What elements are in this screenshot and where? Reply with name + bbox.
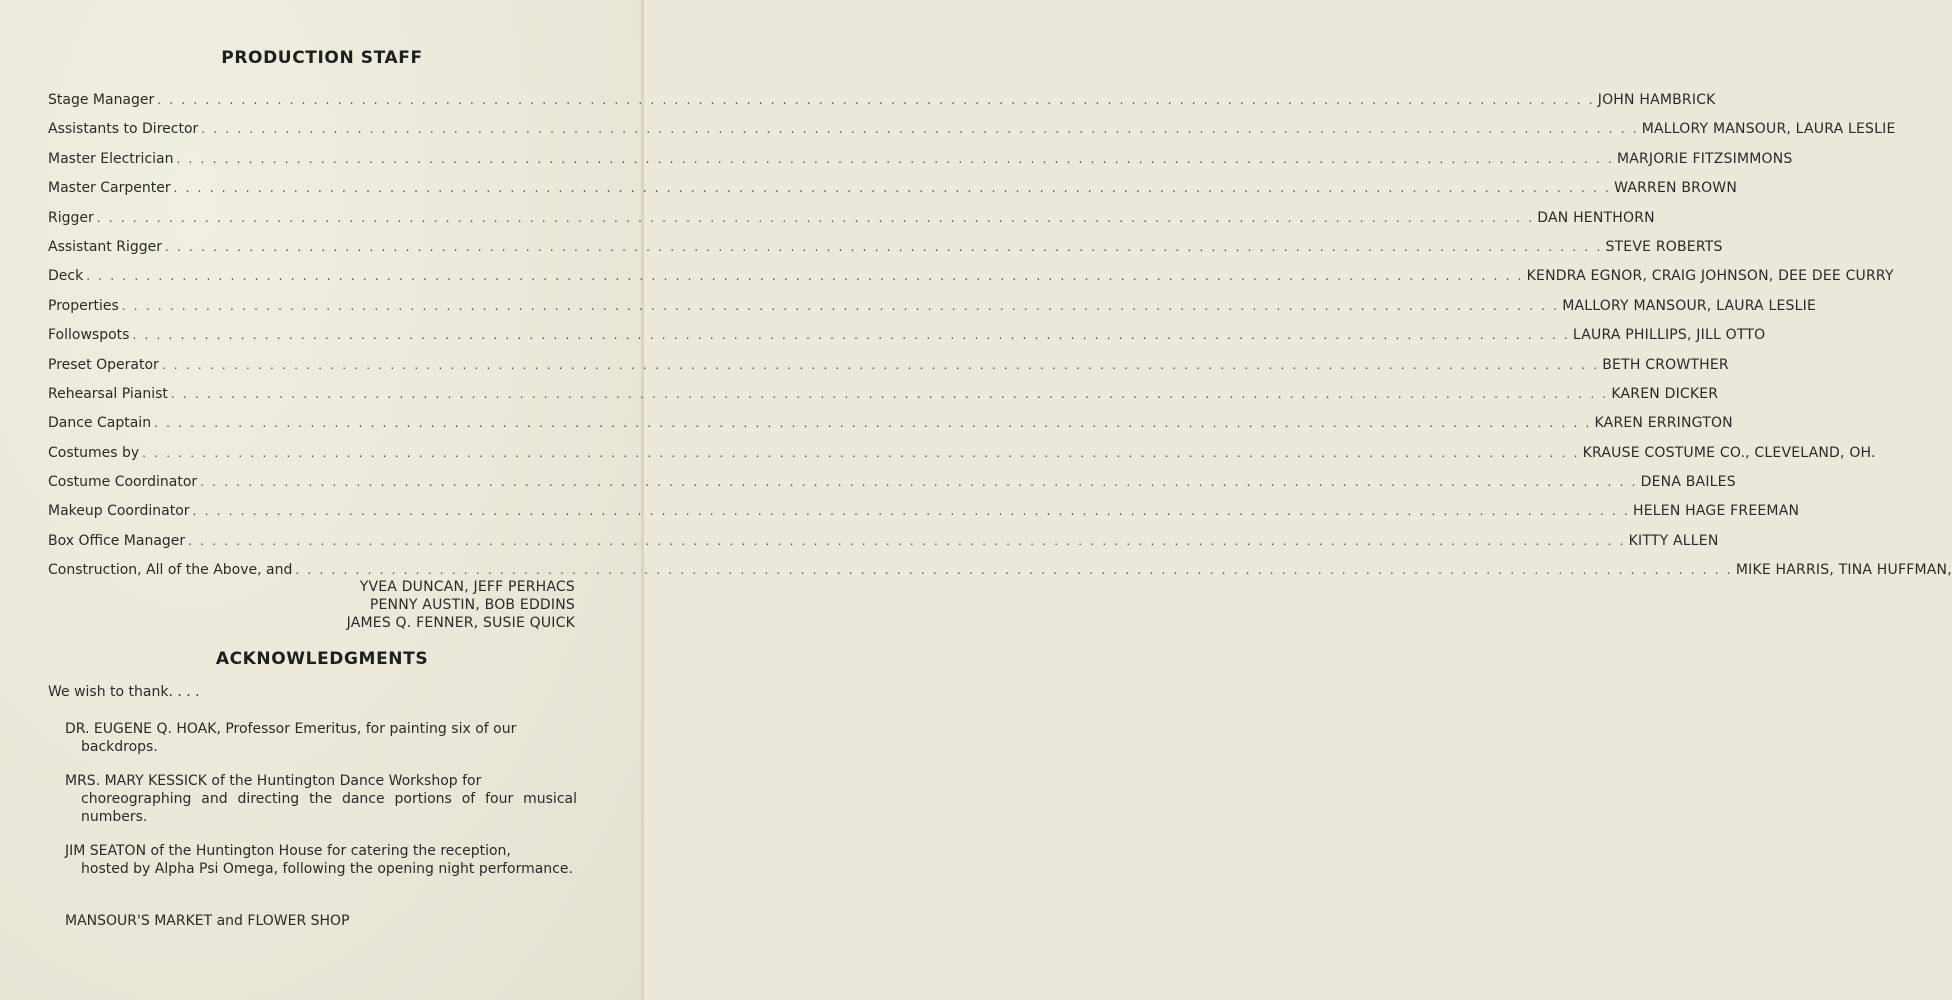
staff-role: Followspots xyxy=(48,327,130,344)
staff-role: Deck xyxy=(48,268,84,285)
staff-name: MIKE HARRIS, TINA HUFFMAN, xyxy=(1735,562,1952,579)
acknowledgment-first-line: MRS. MARY KESSICK of the Huntington Dance Workshop for xyxy=(65,773,482,789)
staff-name: MARJORIE FITZSIMMONS xyxy=(1616,150,1793,167)
staff-role: Dance Captain xyxy=(48,415,152,432)
dot-leader: . . . . . . . . . . . . . . . . . . . . . . . . . . . . . . . . . . . . . . . . . . . . . . . . . . . . . . . . . . . . . . . . . . . . . . . . . . . . . . . . . . . . . . . . . . . . . . . . . . . . . . . . . . . . . . . . . . . . . . . . xyxy=(121,298,1560,313)
staff-row xyxy=(48,266,1894,295)
acknowledgments-heading: ACKNOWLEDGMENTS xyxy=(215,649,429,669)
staff-row xyxy=(48,237,1723,266)
dot-leader: . . . . . . . . . . . . . . . . . . . . . . . . . . . . . . . . . . . . . . . . . . . . . . . . . . . . . . . . . . . . . . . . . . . . . . . . . . . . . . . . . . . . . . . . . . . . . . . . . . . . . . . . . . . . . . . . . . . . . . . . xyxy=(295,563,1733,578)
acknowledgment-continuation: choreographing and directing the dance portions of four musical numbers. xyxy=(81,791,577,825)
acknowledgment-item xyxy=(65,720,577,756)
dot-leader: . . . . . . . . . . . . . . . . . . . . . . . . . . . . . . . . . . . . . . . . . . . . . . . . . . . . . . . . . . . . . . . . . . . . . . . . . . . . . . . . . . . . . . . . . . . . . . . . . . . . . . . . . . . . . . . . . . . . . . . . xyxy=(132,328,1570,343)
staff-row xyxy=(48,443,1876,472)
staff-row xyxy=(48,149,1793,178)
staff-role: Rigger xyxy=(48,209,94,226)
dot-leader: . . . . . . . . . . . . . . . . . . . . . . . . . . . . . . . . . . . . . . . . . . . . . . . . . . . . . . . . . . . . . . . . . . . . . . . . . . . . . . . . . . . . . . . . . . . . . . . . . . . . . . . . . . . . . . . . . . . . . . . . xyxy=(96,210,1535,225)
acknowledgment-first-line: JIM SEATON of the Huntington House for catering the reception, xyxy=(65,843,511,859)
staff-name: HELEN HAGE FREEMAN xyxy=(1633,503,1800,520)
staff-row xyxy=(48,296,1816,325)
staff-name: JOHN HAMBRICK xyxy=(1597,92,1716,108)
staff-role: Assistants to Director xyxy=(48,121,199,138)
acknowledgment-continuation: backdrops. xyxy=(81,739,158,755)
acknowledgment-item xyxy=(65,842,577,878)
staff-role: Preset Operator xyxy=(48,356,159,373)
dot-leader: . . . . . . . . . . . . . . . . . . . . . . . . . . . . . . . . . . . . . . . . . . . . . . . . . . . . . . . . . . . . . . . . . . . . . . . . . . . . . . . . . . . . . . . . . . . . . . . . . . . . . . . . . . . . . . . . . . . . . . . . xyxy=(201,122,1639,137)
staff-role: Assistant Rigger xyxy=(48,238,162,255)
staff-row xyxy=(48,531,1719,560)
dot-leader: . . . . . . . . . . . . . . . . . . . . . . . . . . . . . . . . . . . . . . . . . . . . . . . . . . . . . . . . . . . . . . . . . . . . . . . . . . . . . . . . . . . . . . . . . . . . . . . . . . . . . . . . . . . . . . . . . . . . . . . . xyxy=(86,269,1524,284)
staff-role: Construction, All of the Above, and xyxy=(48,562,293,579)
staff-role: Stage Manager xyxy=(48,92,155,108)
acknowledgment-first-line: MANSOUR'S MARKET and FLOWER SHOP xyxy=(65,913,350,929)
staff-role: Makeup Coordinator xyxy=(48,503,190,520)
construction-name-line: JAMES Q. FENNER, SUSIE QUICK xyxy=(346,615,575,631)
staff-name: KAREN DICKER xyxy=(1611,385,1719,402)
staff-name: LAURA PHILLIPS, JILL OTTO xyxy=(1572,327,1766,344)
acknowledgment-first-line: DR. EUGENE Q. HOAK, Professor Emeritus, for painting six of our xyxy=(65,721,517,737)
staff-row xyxy=(48,384,1719,413)
staff-row xyxy=(48,325,1766,354)
staff-row xyxy=(48,501,1800,530)
staff-role: Master Carpenter xyxy=(48,180,171,197)
staff-role: Costumes by xyxy=(48,444,140,461)
staff-row xyxy=(48,208,1655,237)
dot-leader: . . . . . . . . . . . . . . . . . . . . . . . . . . . . . . . . . . . . . . . . . . . . . . . . . . . . . . . . . . . . . . . . . . . . . . . . . . . . . . . . . . . . . . . . . . . . . . . . . . . . . . . . . . . . . . . . . . . . . . . . xyxy=(154,416,1592,431)
dot-leader: . . . . . . . . . . . . . . . . . . . . . . . . . . . . . . . . . . . . . . . . . . . . . . . . . . . . . . . . . . . . . . . . . . . . . . . . . . . . . . . . . . . . . . . . . . . . . . . . . . . . . . . . . . . . . . . . . . . . . . . . xyxy=(170,386,1609,401)
dot-leader: . . . . . . . . . . . . . . . . . . . . . . . . . . . . . . . . . . . . . . . . . . . . . . . . . . . . . . . . . . . . . . . . . . . . . . . . . . . . . . . . . . . . . . . . . . . . . . . . . . . . . . . . . . . . . . . . . . . . . . . . xyxy=(200,475,1638,490)
dot-leader: . . . . . . . . . . . . . . . . . . . . . . . . . . . . . . . . . . . . . . . . . . . . . . . . . . . . . . . . . . . . . . . . . . . . . . . . . . . . . . . . . . . . . . . . . . . . . . . . . . . . . . . . . . . . . . . . . . . . . . . . xyxy=(165,239,1603,254)
production-staff-list xyxy=(48,90,1952,590)
staff-name: DENA BAILES xyxy=(1640,474,1736,491)
acknowledgment-continuation: hosted by Alpha Psi Omega, following the opening night performance. xyxy=(81,861,573,877)
construction-name-line: YVEA DUNCAN, JEFF PERHACS xyxy=(359,579,575,595)
staff-role: Box Office Manager xyxy=(48,532,186,549)
staff-row xyxy=(48,413,1733,442)
staff-role: Properties xyxy=(48,297,119,314)
dot-leader: . . . . . . . . . . . . . . . . . . . . . . . . . . . . . . . . . . . . . . . . . . . . . . . . . . . . . . . . . . . . . . . . . . . . . . . . . . . . . . . . . . . . . . . . . . . . . . . . . . . . . . . . . . . . . . . . . . . . . . . . xyxy=(173,181,1612,196)
dot-leader: . . . . . . . . . . . . . . . . . . . . . . . . . . . . . . . . . . . . . . . . . . . . . . . . . . . . . . . . . . . . . . . . . . . . . . . . . . . . . . . . . . . . . . . . . . . . . . . . . . . . . . . . . . . . . . . . . . . . . . . . xyxy=(157,93,1595,107)
staff-name: STEVE ROBERTS xyxy=(1605,238,1723,255)
staff-name: WARREN BROWN xyxy=(1614,180,1738,197)
acknowledgments-intro: We wish to thank. . . . xyxy=(48,684,200,700)
acknowledgment-item xyxy=(65,772,577,826)
staff-name: MALLORY MANSOUR, LAURA LESLIE xyxy=(1641,121,1896,138)
dot-leader: . . . . . . . . . . . . . . . . . . . . . . . . . . . . . . . . . . . . . . . . . . . . . . . . . . . . . . . . . . . . . . . . . . . . . . . . . . . . . . . . . . . . . . . . . . . . . . . . . . . . . . . . . . . . . . . . . . . . . . . . xyxy=(176,151,1614,166)
dot-leader: . . . . . . . . . . . . . . . . . . . . . . . . . . . . . . . . . . . . . . . . . . . . . . . . . . . . . . . . . . . . . . . . . . . . . . . . . . . . . . . . . . . . . . . . . . . . . . . . . . . . . . . . . . . . . . . . . . . . . . . . xyxy=(142,445,1580,460)
staff-role: Rehearsal Pianist xyxy=(48,385,168,402)
staff-row xyxy=(48,119,1896,148)
staff-name: MALLORY MANSOUR, LAURA LESLIE xyxy=(1562,297,1816,314)
dot-leader: . . . . . . . . . . . . . . . . . . . . . . . . . . . . . . . . . . . . . . . . . . . . . . . . . . . . . . . . . . . . . . . . . . . . . . . . . . . . . . . . . . . . . . . . . . . . . . . . . . . . . . . . . . . . . . . . . . . . . . . . xyxy=(161,357,1600,372)
staff-row xyxy=(48,178,1738,207)
acknowledgment-item xyxy=(65,912,577,930)
dot-leader: . . . . . . . . . . . . . . . . . . . . . . . . . . . . . . . . . . . . . . . . . . . . . . . . . . . . . . . . . . . . . . . . . . . . . . . . . . . . . . . . . . . . . . . . . . . . . . . . . . . . . . . . . . . . . . . . . . . . . . . . xyxy=(188,533,1626,548)
dot-leader: . . . . . . . . . . . . . . . . . . . . . . . . . . . . . . . . . . . . . . . . . . . . . . . . . . . . . . . . . . . . . . . . . . . . . . . . . . . . . . . . . . . . . . . . . . . . . . . . . . . . . . . . . . . . . . . . . . . . . . . . xyxy=(192,504,1631,519)
staff-row xyxy=(48,472,1736,501)
construction-names-continued xyxy=(347,578,575,632)
production-staff-heading: PRODUCTION STAFF xyxy=(221,48,423,68)
staff-name: KENDRA EGNOR, CRAIG JOHNSON, DEE DEE CURRY xyxy=(1526,268,1894,285)
staff-name: BETH CROWTHER xyxy=(1602,356,1729,373)
staff-role: Costume Coordinator xyxy=(48,474,198,491)
staff-name: KRAUSE COSTUME CO., CLEVELAND, OH. xyxy=(1582,444,1876,461)
staff-name: KITTY ALLEN xyxy=(1628,532,1719,549)
staff-name: DAN HENTHORN xyxy=(1537,209,1655,226)
staff-row xyxy=(48,355,1729,384)
staff-row xyxy=(48,90,1716,119)
staff-name: KAREN ERRINGTON xyxy=(1594,415,1733,432)
construction-name-line: PENNY AUSTIN, BOB EDDINS xyxy=(369,597,575,613)
staff-role: Master Electrician xyxy=(48,150,174,167)
